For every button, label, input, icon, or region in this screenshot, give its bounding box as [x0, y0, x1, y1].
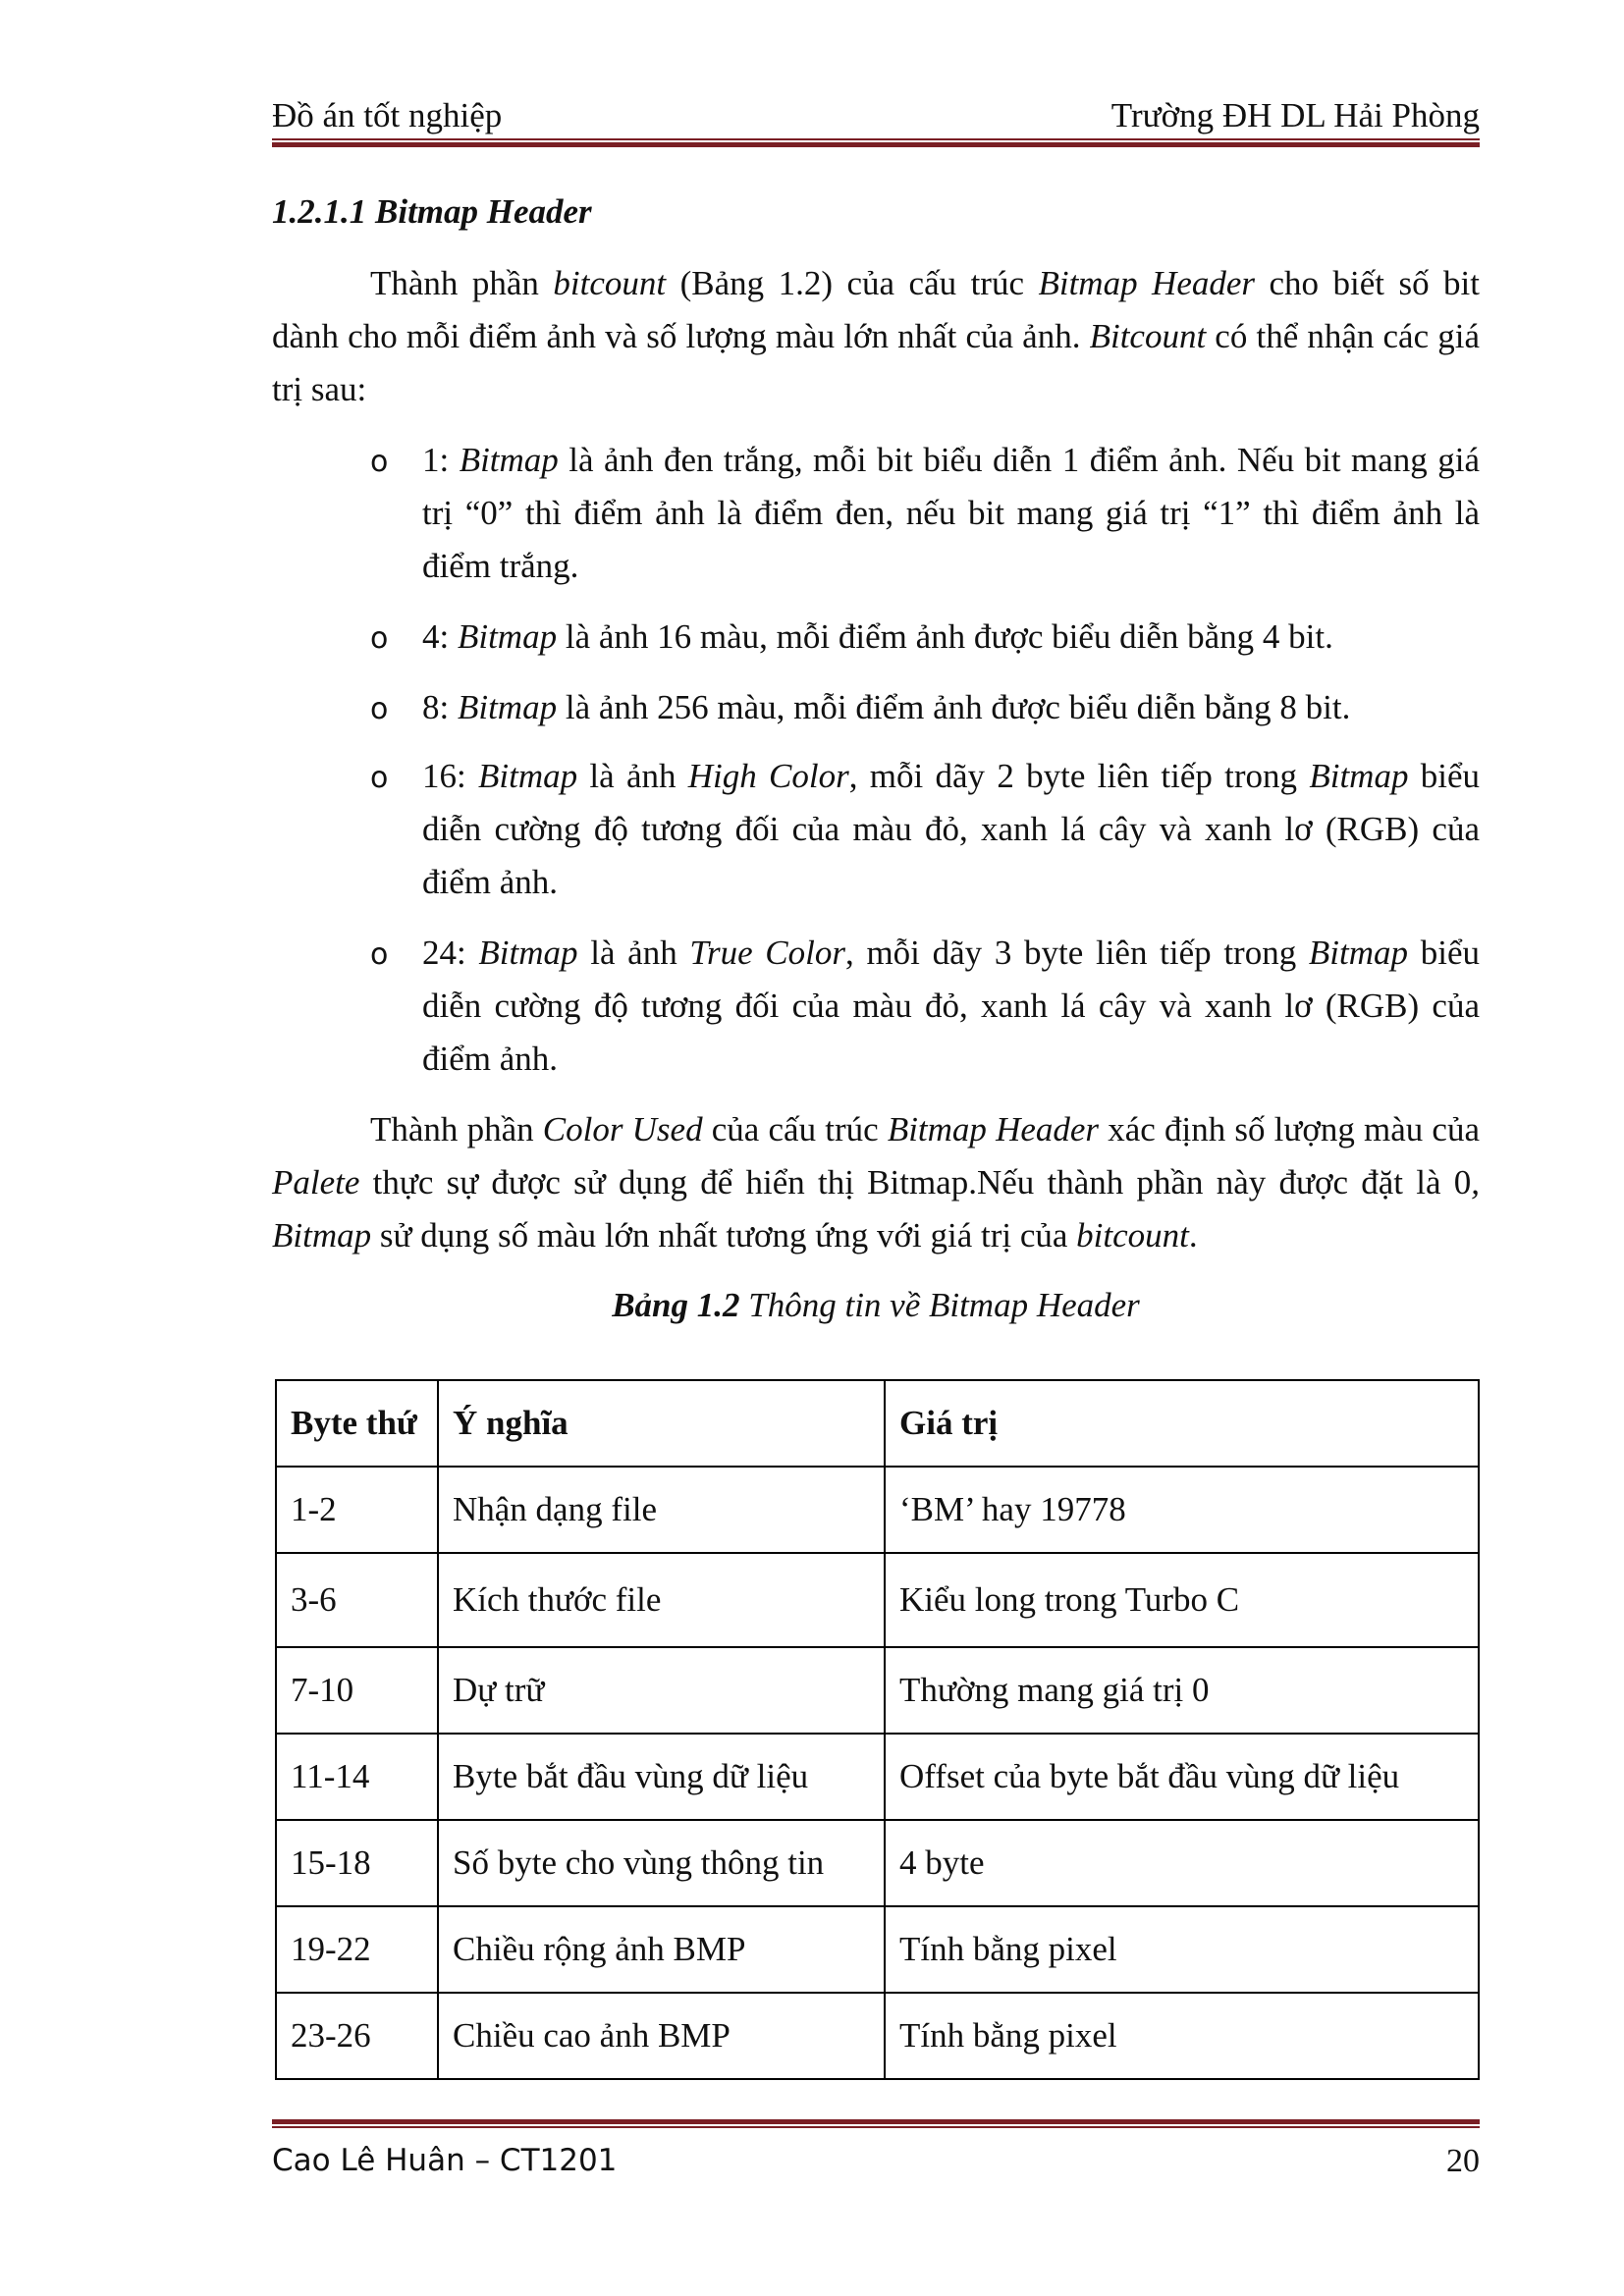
table-cell: Chiều rộng ảnh BMP	[438, 1906, 885, 1993]
page-header	[272, 96, 1480, 141]
table-caption: Bảng 1.2 Thông tin về Bitmap Header	[612, 1286, 1140, 1324]
table-cell: Số byte cho vùng thông tin	[438, 1820, 885, 1906]
bullet-marker: o	[370, 621, 389, 656]
intro-paragraph: Thành phần bitcount (Bảng 1.2) của cấu trúc Bitmap Header cho biết số bit dành cho mỗi điểm ảnh và số lượng màu lớn nhất của ảnh. Bitcount có thể nhận các giá trị sau:	[272, 264, 1480, 408]
bullet-item	[370, 927, 1480, 1086]
footer-rule-thin	[272, 2126, 1480, 2128]
page-number: 20	[1446, 2143, 1480, 2179]
bullet-text: 24: Bitmap là ảnh True Color, mỗi dãy 3 byte liên tiếp trong Bitmap biểu diễn cường độ tương đối của màu đỏ, xanh lá cây và xanh lơ (RGB) của điểm ảnh.	[422, 934, 1480, 1078]
bullet-text: 1: Bitmap là ảnh đen trắng, mỗi bit biểu diễn 1 điểm ảnh. Nếu bit mang giá trị “0” thì điểm ảnh là điểm đen, nếu bit mang giá trị “1” thì điểm ảnh là điểm trắng.	[422, 441, 1480, 585]
bullet-text: 4: Bitmap là ảnh 16 màu, mỗi điểm ảnh được biểu diễn bằng 4 bit.	[422, 617, 1333, 656]
table-cell: Byte bắt đầu vùng dữ liệu	[438, 1734, 885, 1820]
bullet-item	[370, 434, 1480, 593]
table-row	[276, 1647, 1479, 1734]
footer-rule-thick	[272, 2119, 1480, 2124]
table-cell: 23-26	[276, 1993, 438, 2079]
bullet-text: 8: Bitmap là ảnh 256 màu, mỗi điểm ảnh được biểu diễn bằng 8 bit.	[422, 688, 1351, 726]
table-row	[276, 1906, 1479, 1993]
table-cell: Tính bằng pixel	[885, 1993, 1479, 2079]
bullet-text: 16: Bitmap là ảnh High Color, mỗi dãy 2 byte liên tiếp trong Bitmap biểu diễn cường độ tương đối của màu đỏ, xanh lá cây và xanh lơ (RGB) của điểm ảnh.	[422, 757, 1480, 901]
bullet-marker: o	[370, 937, 389, 972]
header-rule-thick	[272, 142, 1480, 147]
column-header: Ý nghĩa	[438, 1380, 885, 1467]
header-left-title: Đồ án tốt nghiệp	[272, 96, 503, 134]
bullet-marker: o	[370, 445, 389, 479]
bullet-marker: o	[370, 761, 389, 795]
header-right-title: Trường ĐH DL Hải Phòng	[1110, 96, 1480, 134]
bullet-marker: o	[370, 692, 389, 726]
bullet-item	[370, 750, 1480, 909]
table-row	[276, 1820, 1479, 1906]
table-cell: 15-18	[276, 1820, 438, 1906]
table-cell: Tính bằng pixel	[885, 1906, 1479, 1993]
table-cell: Thường mang giá trị 0	[885, 1647, 1479, 1734]
table-row	[276, 1467, 1479, 1553]
table-cell: Offset của byte bắt đầu vùng dữ liệu	[885, 1734, 1479, 1820]
table-cell: 3-6	[276, 1553, 438, 1647]
section-title: 1.2.1.1 Bitmap Header	[272, 192, 592, 231]
table-cell: ‘BM’ hay 19778	[885, 1467, 1479, 1553]
table-row	[276, 1993, 1479, 2079]
table-cell: Chiều cao ảnh BMP	[438, 1993, 885, 2079]
footer-author: Cao Lê Huân – CT1201	[272, 2143, 618, 2178]
table-cell: Kích thước file	[438, 1553, 885, 1647]
color-used-paragraph: Thành phần Color Used của cấu trúc Bitmap Header xác định số lượng màu của Palete thực sự được sử dụng để hiển thị Bitmap.Nếu thành phần này được đặt là 0, Bitmap sử dụng số màu lớn nhất tương ứng với giá trị của bitcount.	[272, 1110, 1481, 1255]
table-cell: Kiểu long trong Turbo C	[885, 1553, 1479, 1647]
table-cell: 4 byte	[885, 1820, 1479, 1906]
header-rule-thin	[272, 138, 1480, 140]
bullet-item	[370, 611, 1480, 664]
column-header: Giá trị	[885, 1380, 1479, 1467]
bullet-item	[370, 681, 1480, 734]
table-cell: 19-22	[276, 1906, 438, 1993]
table-cell: 11-14	[276, 1734, 438, 1820]
table-cell: Nhận dạng file	[438, 1467, 885, 1553]
table-row	[276, 1553, 1479, 1647]
table-header-row	[276, 1380, 1479, 1467]
table-row	[276, 1734, 1479, 1820]
table-cell: Dự trữ	[438, 1647, 885, 1734]
column-header: Byte thứ	[276, 1380, 438, 1467]
bitmap-header-table	[275, 1379, 1480, 2080]
table-cell: 7-10	[276, 1647, 438, 1734]
table-cell: 1-2	[276, 1467, 438, 1553]
